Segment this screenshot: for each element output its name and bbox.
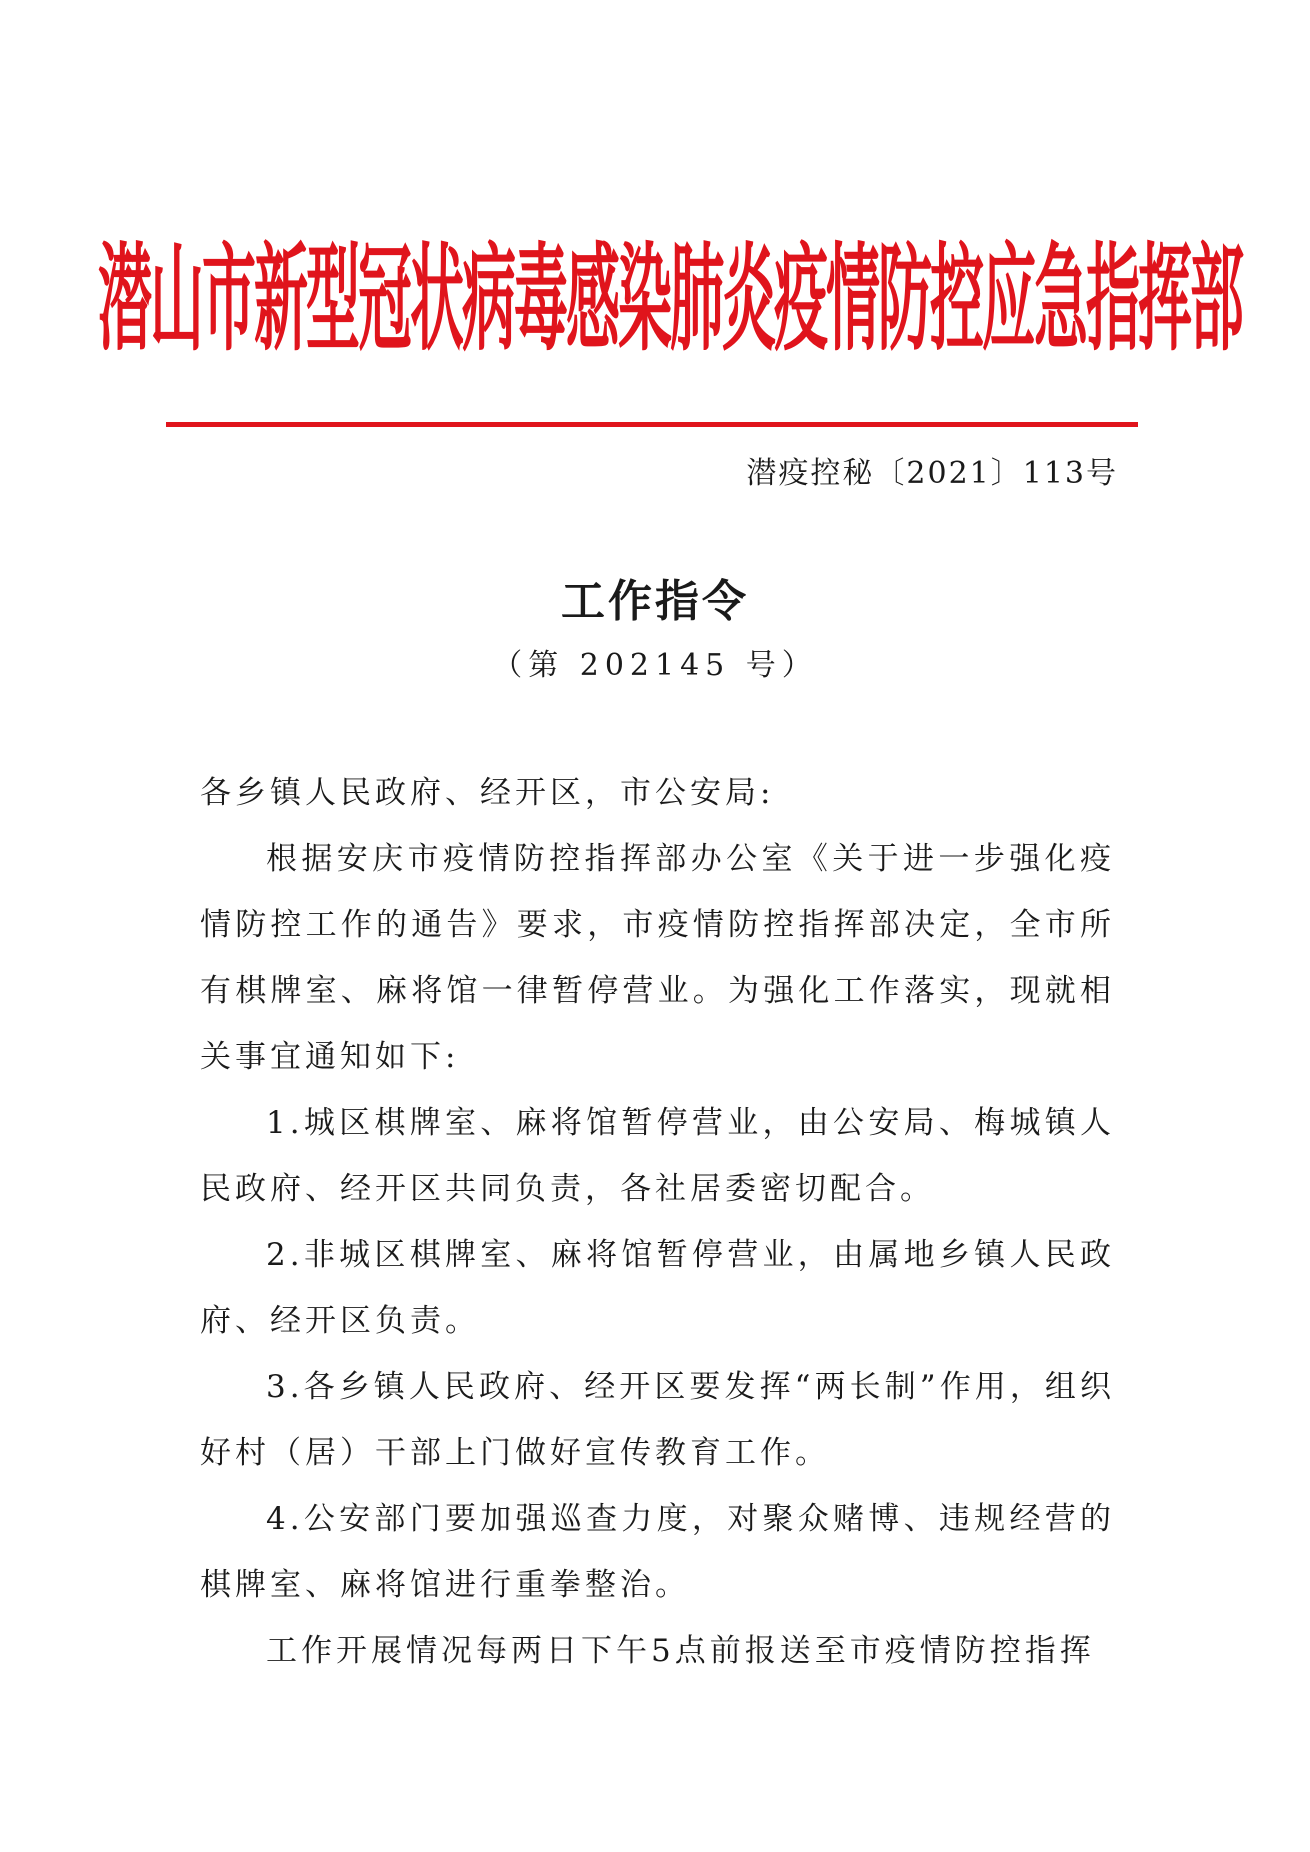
paragraph-item-4: 4.公安部门要加强巡查力度，对聚众赌博、违规经营的棋牌室、麻将馆进行重拳整治。 [200, 1501, 1115, 1603]
red-divider [166, 422, 1138, 427]
document-subtitle: （第 202145 号） [492, 648, 818, 683]
paragraph-intro: 根据安庆市疫情防控指挥部办公室《关于进一步强化疫情防控工作的通告》要求，市疫情防控指挥部决定，全市所有棋牌室、麻将馆一律暂停营业。为强化工作落实，现就相关事宜通知如下: [200, 841, 1115, 1075]
paragraph-item-2: 2.非城区棋牌室、麻将馆暂停营业，由属地乡镇人民政府、经开区负责。 [200, 1237, 1115, 1339]
paragraph-item-3: 3.各乡镇人民政府、经开区要发挥“两长制”作用，组织好村（居）干部上门做好宣传教育工作。 [200, 1369, 1115, 1471]
salutation: 各乡镇人民政府、经开区，市公安局: [200, 775, 775, 811]
organization-header [98, 200, 1242, 380]
organization-name: 潜山市新型冠状病毒感染肺炎疫情防控应急指挥部 [98, 230, 1242, 367]
document-title: 工作指令 [561, 576, 749, 627]
document-body [200, 760, 1115, 1684]
document-number: 潜疫控秘〔2021〕113号 [746, 456, 1118, 491]
paragraph-item-1: 1.城区棋牌室、麻将馆暂停营业，由公安局、梅城镇人民政府、经开区共同负责，各社居委密切配合。 [200, 1105, 1115, 1207]
paragraph-closing: 工作开展情况每两日下午5点前报送至市疫情防控指挥 [266, 1633, 1095, 1669]
